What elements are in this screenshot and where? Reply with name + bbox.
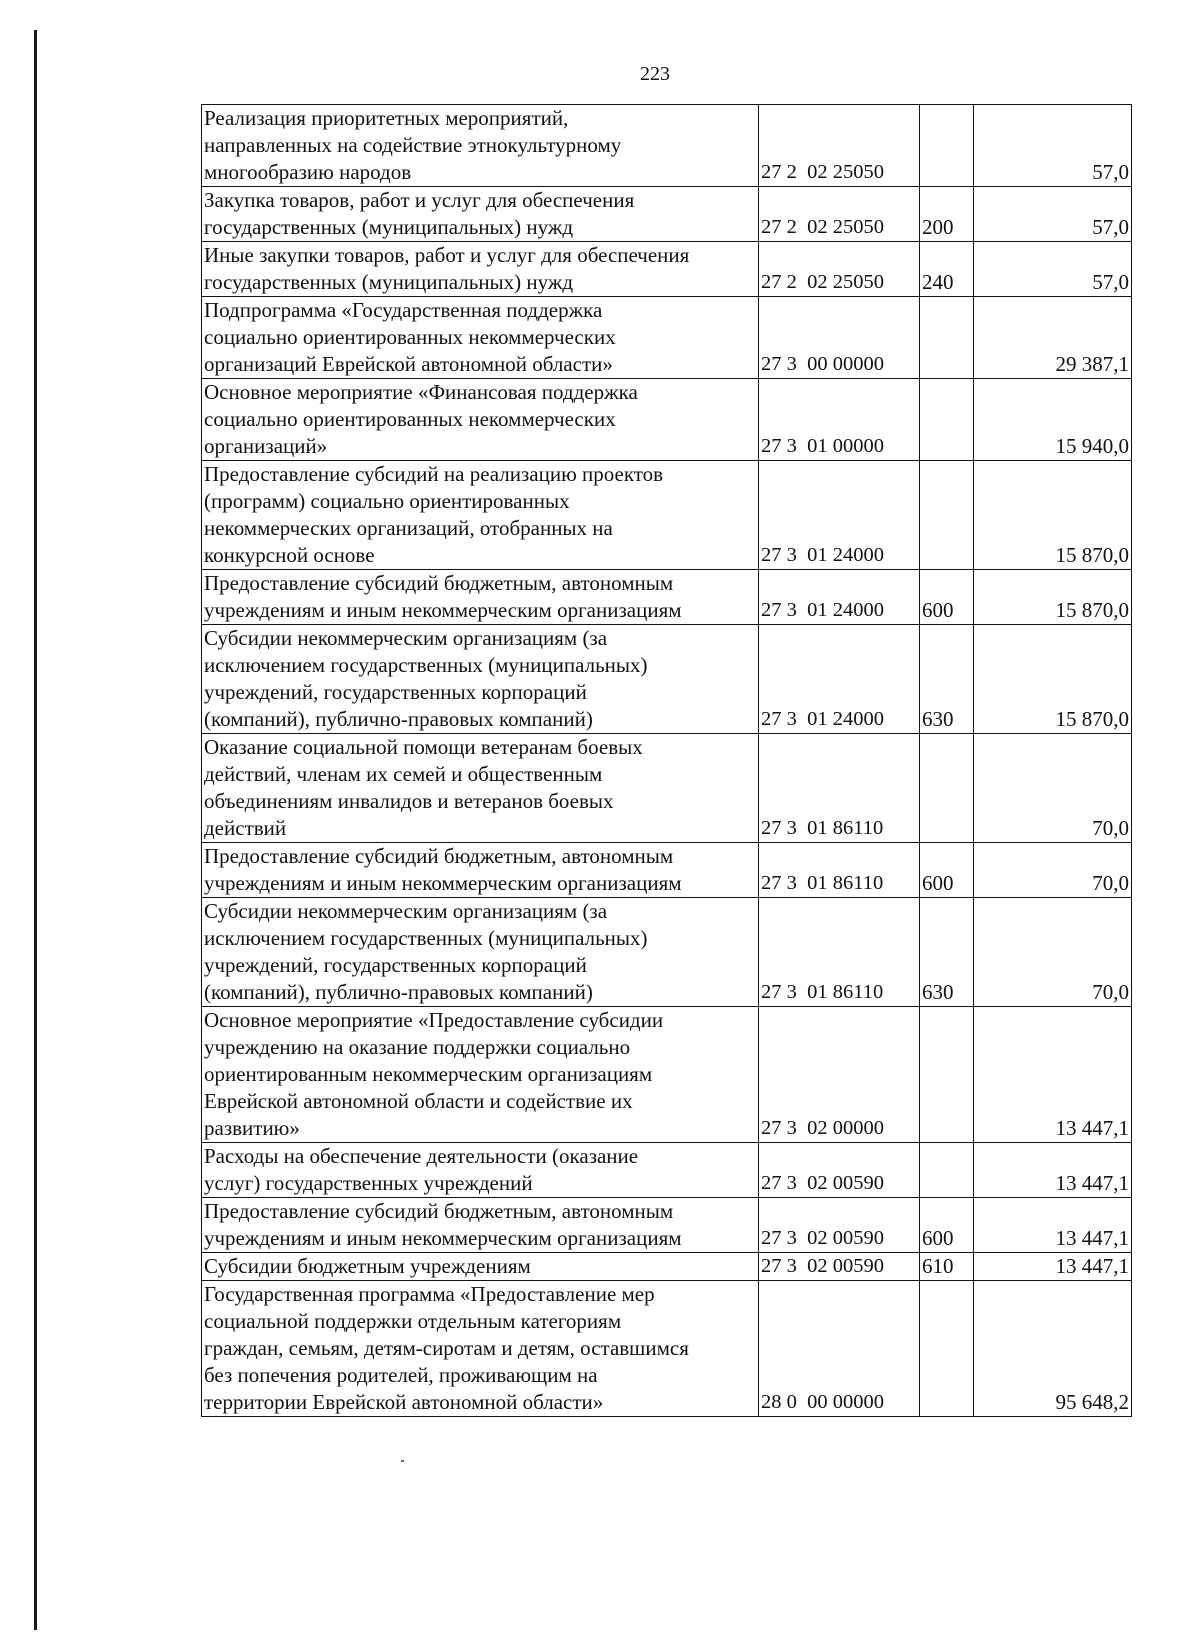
table-row [202, 242, 1132, 297]
row-name: Закупка товаров, работ и услуг для обеспечения государственных (муниципальных) нужд [202, 187, 759, 242]
row-target-code: 27 3 01 24000 [759, 461, 920, 570]
row-amount: 70,0 [974, 898, 1132, 1007]
table-row [202, 187, 1132, 242]
scan-binding-edge [34, 30, 37, 1630]
row-target-code: 27 3 02 00000 [759, 1007, 920, 1143]
row-name: Основное мероприятие «Предоставление субсидии учреждению на оказание поддержки социально ориентированным некоммерческим организациям Еврейской автономной области и содействие их развитию» [202, 1007, 759, 1143]
row-amount: 57,0 [974, 105, 1132, 187]
row-amount: 95 648,2 [974, 1281, 1132, 1417]
row-target-code: 27 3 01 00000 [759, 379, 920, 461]
row-expense-kind [920, 105, 974, 187]
row-name: Реализация приоритетных мероприятий, направленных на содействие этнокультурному многообразию народов [202, 105, 759, 187]
row-expense-kind: 600 [920, 843, 974, 898]
row-name: Иные закупки товаров, работ и услуг для обеспечения государственных (муниципальных) нужд [202, 242, 759, 297]
row-name: Предоставление субсидий бюджетным, автономным учреждениям и иным некоммерческим организациям [202, 570, 759, 625]
row-name: Подпрограмма «Государственная поддержка социально ориентированных некоммерческих организаций Еврейской автономной области» [202, 297, 759, 379]
row-target-code: 27 3 01 86110 [759, 898, 920, 1007]
row-expense-kind: 200 [920, 187, 974, 242]
table-row [202, 734, 1132, 843]
row-amount: 13 447,1 [974, 1143, 1132, 1198]
table-row [202, 1253, 1132, 1281]
row-name: Субсидии некоммерческим организациям (за исключением государственных (муниципальных) учреждений, государственных корпораций (компаний), публично-правовых компаний) [202, 898, 759, 1007]
row-expense-kind: 630 [920, 625, 974, 734]
row-target-code: 27 2 02 25050 [759, 187, 920, 242]
row-amount: 29 387,1 [974, 297, 1132, 379]
row-target-code: 27 3 01 86110 [759, 843, 920, 898]
row-expense-kind: 630 [920, 898, 974, 1007]
row-amount: 15 940,0 [974, 379, 1132, 461]
row-expense-kind: 610 [920, 1253, 974, 1281]
row-expense-kind [920, 379, 974, 461]
table-row [202, 1281, 1132, 1417]
row-expense-kind: 600 [920, 570, 974, 625]
row-amount: 13 447,1 [974, 1007, 1132, 1143]
row-expense-kind [920, 297, 974, 379]
budget-table [201, 104, 1132, 1417]
page-number: 223 [640, 63, 670, 85]
table-row [202, 1007, 1132, 1143]
row-amount: 13 447,1 [974, 1198, 1132, 1253]
row-amount: 70,0 [974, 734, 1132, 843]
row-target-code: 28 0 00 00000 [759, 1281, 920, 1417]
row-expense-kind: 240 [920, 242, 974, 297]
row-target-code: 27 2 02 25050 [759, 242, 920, 297]
row-name: Субсидии некоммерческим организациям (за исключением государственных (муниципальных) учреждений, государственных корпораций (компаний), публично-правовых компаний) [202, 625, 759, 734]
row-target-code: 27 3 01 24000 [759, 625, 920, 734]
budget-table-body [202, 105, 1132, 1417]
row-expense-kind [920, 1007, 974, 1143]
row-name: Оказание социальной помощи ветеранам боевых действий, членам их семей и общественным объединениям инвалидов и ветеранов боевых действий [202, 734, 759, 843]
row-expense-kind [920, 734, 974, 843]
table-row [202, 570, 1132, 625]
row-amount: 13 447,1 [974, 1253, 1132, 1281]
row-name: Предоставление субсидий на реализацию проектов (программ) социально ориентированных некоммерческих организаций, отобранных на конкурсной основе [202, 461, 759, 570]
row-expense-kind: 600 [920, 1198, 974, 1253]
row-amount: 15 870,0 [974, 625, 1132, 734]
row-name: Расходы на обеспечение деятельности (оказание услуг) государственных учреждений [202, 1143, 759, 1198]
row-target-code: 27 3 00 00000 [759, 297, 920, 379]
row-amount: 70,0 [974, 843, 1132, 898]
row-name: Субсидии бюджетным учреждениям [202, 1253, 759, 1281]
table-row [202, 898, 1132, 1007]
table-row [202, 461, 1132, 570]
row-target-code: 27 3 02 00590 [759, 1253, 920, 1281]
row-amount: 15 870,0 [974, 570, 1132, 625]
row-expense-kind [920, 1143, 974, 1198]
row-target-code: 27 2 02 25050 [759, 105, 920, 187]
table-row [202, 105, 1132, 187]
row-expense-kind [920, 461, 974, 570]
table-row [202, 843, 1132, 898]
scan-speck [401, 1460, 404, 1462]
row-name: Основное мероприятие «Финансовая поддержка социально ориентированных некоммерческих организаций» [202, 379, 759, 461]
row-expense-kind [920, 1281, 974, 1417]
table-row [202, 297, 1132, 379]
table-row [202, 379, 1132, 461]
row-amount: 57,0 [974, 242, 1132, 297]
row-target-code: 27 3 02 00590 [759, 1198, 920, 1253]
row-amount: 57,0 [974, 187, 1132, 242]
row-target-code: 27 3 01 86110 [759, 734, 920, 843]
row-name: Государственная программа «Предоставление мер социальной поддержки отдельным категориям граждан, семьям, детям-сиротам и детям, оставшимся без попечения родителей, проживающим на территории Еврейской автономной области» [202, 1281, 759, 1417]
row-name: Предоставление субсидий бюджетным, автономным учреждениям и иным некоммерческим организациям [202, 843, 759, 898]
row-target-code: 27 3 01 24000 [759, 570, 920, 625]
table-row [202, 625, 1132, 734]
row-name: Предоставление субсидий бюджетным, автономным учреждениям и иным некоммерческим организациям [202, 1198, 759, 1253]
row-target-code: 27 3 02 00590 [759, 1143, 920, 1198]
table-row [202, 1143, 1132, 1198]
row-amount: 15 870,0 [974, 461, 1132, 570]
table-row [202, 1198, 1132, 1253]
